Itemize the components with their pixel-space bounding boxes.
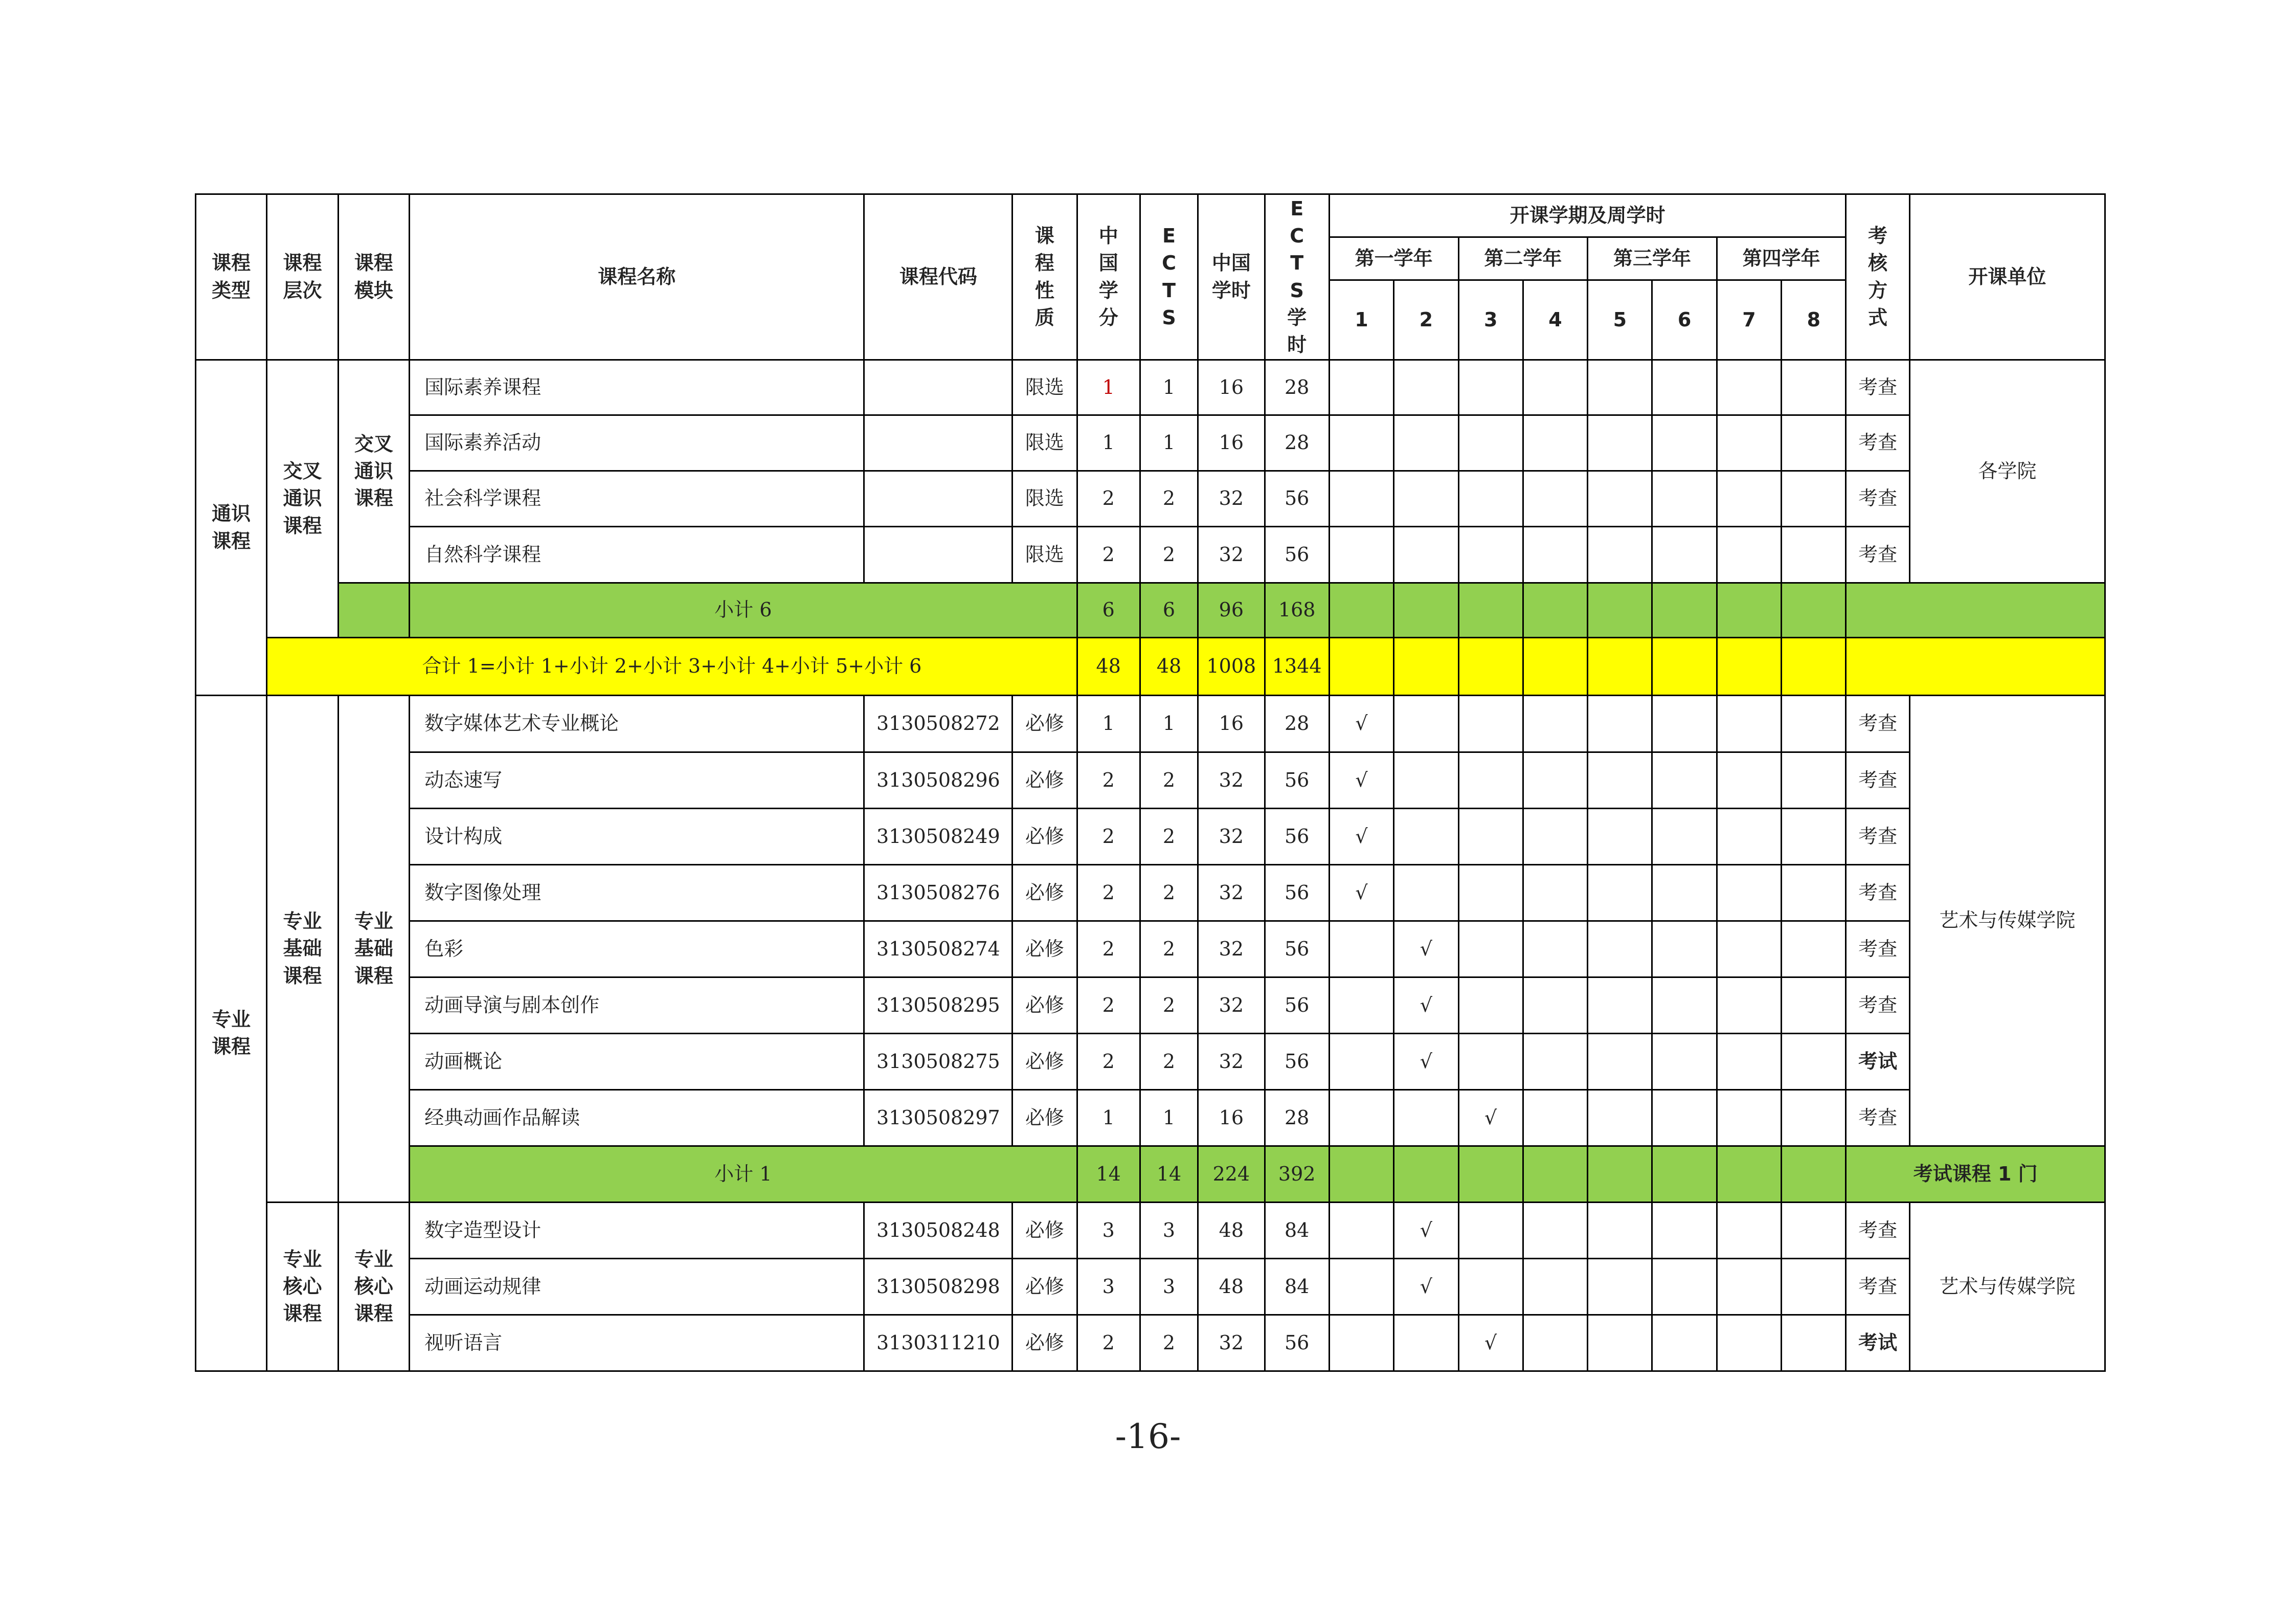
section-module-basic: 专业 基础 课程	[338, 696, 409, 1203]
course-name: 动画概论	[410, 1034, 864, 1090]
course-nature: 必修	[1012, 809, 1077, 865]
table-row	[196, 471, 2105, 527]
page-number: -16-	[1115, 1417, 1181, 1456]
course-ects: 2	[1140, 1034, 1198, 1090]
course-ects-hours: 56	[1265, 471, 1329, 527]
course-ects-hours: 28	[1265, 696, 1329, 752]
course-code: 3130311210	[864, 1315, 1012, 1371]
header-course-name: 课程名称	[410, 194, 864, 360]
semester-check: √	[1329, 865, 1393, 921]
course-hours: 32	[1198, 471, 1265, 527]
subtotal-hours: 224	[1198, 1146, 1265, 1203]
course-assessment: 考查	[1846, 527, 1909, 583]
header-department: 开课单位	[1909, 194, 2105, 360]
course-ects: 3	[1140, 1259, 1198, 1315]
course-name: 色彩	[410, 921, 864, 977]
department-core: 艺术与传媒学院	[1909, 1203, 2105, 1371]
header-semester-6: 6	[1652, 280, 1717, 360]
subtotal-hours: 96	[1198, 583, 1265, 638]
course-credit: 3	[1077, 1203, 1140, 1259]
table-row	[196, 1034, 2105, 1090]
table-row	[196, 415, 2105, 471]
header-semester-8: 8	[1782, 280, 1846, 360]
header-course-nature: 课 程 性 质	[1012, 194, 1077, 360]
course-ects: 1	[1140, 696, 1198, 752]
course-ects: 2	[1140, 1315, 1198, 1371]
course-ects: 3	[1140, 1203, 1198, 1259]
header-course-module: 课程 模块	[338, 194, 409, 360]
course-assessment: 考查	[1846, 696, 1909, 752]
subtotal-ects-hours: 168	[1265, 583, 1329, 638]
course-ects-hours: 56	[1265, 977, 1329, 1034]
section-module-core: 专业 核心 课程	[338, 1203, 409, 1371]
course-assessment: 考查	[1846, 809, 1909, 865]
header-year-4: 第四学年	[1717, 237, 1846, 280]
section-level-basic: 专业 基础 课程	[267, 696, 338, 1203]
course-nature: 必修	[1012, 921, 1077, 977]
course-nature: 必修	[1012, 977, 1077, 1034]
course-assessment: 考查	[1846, 921, 1909, 977]
table-row	[196, 360, 2105, 415]
course-hours: 32	[1198, 527, 1265, 583]
header-ects: E C T S	[1140, 194, 1198, 360]
course-ects-hours: 28	[1265, 360, 1329, 415]
course-nature: 必修	[1012, 696, 1077, 752]
course-credit: 1	[1077, 360, 1140, 415]
course-nature: 必修	[1012, 752, 1077, 809]
course-name: 国际素养活动	[410, 415, 864, 471]
course-hours: 32	[1198, 809, 1265, 865]
course-hours: 32	[1198, 977, 1265, 1034]
header-course-code: 课程代码	[864, 194, 1012, 360]
course-name: 社会科学课程	[410, 471, 864, 527]
table-row	[196, 752, 2105, 809]
header-year-1: 第一学年	[1329, 237, 1458, 280]
course-credit: 2	[1077, 471, 1140, 527]
course-ects-hours: 84	[1265, 1259, 1329, 1315]
course-credit: 1	[1077, 415, 1140, 471]
semester-check: √	[1458, 1090, 1523, 1146]
course-assessment: 考查	[1846, 360, 1909, 415]
semester-check: √	[1329, 696, 1393, 752]
course-code: 3130508248	[864, 1203, 1012, 1259]
exam-course-note: 考试课程 1 门	[1846, 1146, 2105, 1203]
course-ects-hours: 56	[1265, 527, 1329, 583]
course-nature: 限选	[1012, 527, 1077, 583]
course-hours: 32	[1198, 1034, 1265, 1090]
course-ects-hours: 56	[1265, 1034, 1329, 1090]
course-credit: 1	[1077, 696, 1140, 752]
course-name: 国际素养课程	[410, 360, 864, 415]
course-ects: 2	[1140, 527, 1198, 583]
table-row	[196, 977, 2105, 1034]
header-cn-credit: 中 国 学 分	[1077, 194, 1140, 360]
header-course-level: 课程 层次	[267, 194, 338, 360]
course-nature: 必修	[1012, 1090, 1077, 1146]
subtotal-row	[196, 583, 2105, 638]
course-hours: 16	[1198, 1090, 1265, 1146]
total-row	[196, 638, 2105, 696]
course-hours: 16	[1198, 415, 1265, 471]
subtotal-ects-hours: 392	[1265, 1146, 1329, 1203]
semester-check: √	[1394, 921, 1458, 977]
course-name: 动画导演与剧本创作	[410, 977, 864, 1034]
course-code: 3130508276	[864, 865, 1012, 921]
subtotal-credit: 6	[1077, 583, 1140, 638]
course-hours: 48	[1198, 1259, 1265, 1315]
course-ects: 2	[1140, 865, 1198, 921]
course-hours: 32	[1198, 1315, 1265, 1371]
subtotal-ects: 14	[1140, 1146, 1198, 1203]
table-row	[196, 809, 2105, 865]
course-ects-hours: 28	[1265, 415, 1329, 471]
subtotal-label: 小计 6	[410, 583, 1077, 638]
course-code: 3130508296	[864, 752, 1012, 809]
semester-check: √	[1394, 1203, 1458, 1259]
semester-check: √	[1329, 809, 1393, 865]
course-ects-hours: 56	[1265, 809, 1329, 865]
course-code: 3130508272	[864, 696, 1012, 752]
subtotal-label: 小计 1	[410, 1146, 1077, 1203]
course-assessment: 考查	[1846, 865, 1909, 921]
course-code	[864, 527, 1012, 583]
course-hours: 32	[1198, 921, 1265, 977]
course-ects: 1	[1140, 415, 1198, 471]
course-code: 3130508297	[864, 1090, 1012, 1146]
course-assessment: 考查	[1846, 1203, 1909, 1259]
course-ects: 1	[1140, 1090, 1198, 1146]
course-credit: 2	[1077, 921, 1140, 977]
course-ects: 1	[1140, 360, 1198, 415]
course-assessment: 考试	[1846, 1034, 1909, 1090]
table-row	[196, 921, 2105, 977]
course-credit: 2	[1077, 1315, 1140, 1371]
table-row	[196, 696, 2105, 752]
section-type-general: 通识 课程	[196, 360, 267, 696]
course-name: 自然科学课程	[410, 527, 864, 583]
total-ects-hours: 1344	[1265, 638, 1329, 696]
course-nature: 必修	[1012, 1203, 1077, 1259]
course-name: 动态速写	[410, 752, 864, 809]
course-ects-hours: 56	[1265, 752, 1329, 809]
course-name: 数字造型设计	[410, 1203, 864, 1259]
course-credit: 2	[1077, 752, 1140, 809]
course-credit: 2	[1077, 527, 1140, 583]
department-general: 各学院	[1909, 360, 2105, 583]
header-semester-3: 3	[1458, 280, 1523, 360]
table-row	[196, 1315, 2105, 1371]
course-nature: 限选	[1012, 415, 1077, 471]
course-code: 3130508249	[864, 809, 1012, 865]
course-hours: 16	[1198, 696, 1265, 752]
header-course-type: 课程 类型	[196, 194, 267, 360]
course-assessment: 考查	[1846, 752, 1909, 809]
subtotal-ects: 6	[1140, 583, 1198, 638]
course-assessment: 考试	[1846, 1315, 1909, 1371]
header-semester-group: 开课学期及周学时	[1329, 194, 1846, 237]
course-assessment: 考查	[1846, 977, 1909, 1034]
course-name: 视听语言	[410, 1315, 864, 1371]
course-name: 数字媒体艺术专业概论	[410, 696, 864, 752]
course-hours: 48	[1198, 1203, 1265, 1259]
course-ects: 2	[1140, 752, 1198, 809]
course-assessment: 考查	[1846, 1259, 1909, 1315]
semester-check: √	[1394, 1034, 1458, 1090]
table-row	[196, 527, 2105, 583]
course-code: 3130508295	[864, 977, 1012, 1034]
course-nature: 限选	[1012, 471, 1077, 527]
curriculum-table	[195, 193, 2106, 1372]
course-hours: 32	[1198, 752, 1265, 809]
table-row	[196, 1090, 2105, 1146]
course-ects: 2	[1140, 977, 1198, 1034]
course-ects: 2	[1140, 471, 1198, 527]
course-ects-hours: 84	[1265, 1203, 1329, 1259]
course-hours: 16	[1198, 360, 1265, 415]
course-name: 设计构成	[410, 809, 864, 865]
subtotal-credit: 14	[1077, 1146, 1140, 1203]
semester-check: √	[1394, 1259, 1458, 1315]
table-row	[196, 1203, 2105, 1259]
department-basic: 艺术与传媒学院	[1909, 696, 2105, 1146]
course-nature: 必修	[1012, 865, 1077, 921]
course-code	[864, 471, 1012, 527]
semester-check: √	[1329, 752, 1393, 809]
course-ects: 2	[1140, 809, 1198, 865]
header-row-1	[196, 194, 2105, 237]
header-year-3: 第三学年	[1588, 237, 1717, 280]
course-code: 3130508298	[864, 1259, 1012, 1315]
course-code	[864, 360, 1012, 415]
course-assessment: 考查	[1846, 415, 1909, 471]
course-nature: 必修	[1012, 1034, 1077, 1090]
section-type-major: 专业 课程	[196, 696, 267, 1371]
total-credit: 48	[1077, 638, 1140, 696]
course-code: 3130508275	[864, 1034, 1012, 1090]
header-semester-4: 4	[1523, 280, 1587, 360]
course-name: 数字图像处理	[410, 865, 864, 921]
total-hours: 1008	[1198, 638, 1265, 696]
course-assessment: 考查	[1846, 1090, 1909, 1146]
header-semester-5: 5	[1588, 280, 1652, 360]
course-credit: 2	[1077, 809, 1140, 865]
course-credit: 2	[1077, 1034, 1140, 1090]
semester-check: √	[1458, 1315, 1523, 1371]
header-assessment: 考 核 方 式	[1846, 194, 1909, 360]
course-ects: 2	[1140, 921, 1198, 977]
course-credit: 1	[1077, 1090, 1140, 1146]
course-code: 3130508274	[864, 921, 1012, 977]
course-ects-hours: 56	[1265, 921, 1329, 977]
course-credit: 2	[1077, 977, 1140, 1034]
course-code	[864, 415, 1012, 471]
course-name: 动画运动规律	[410, 1259, 864, 1315]
header-ects-hours: E C T S 学 时	[1265, 194, 1329, 360]
course-nature: 限选	[1012, 360, 1077, 415]
subtotal-row	[196, 1146, 2105, 1203]
table-row	[196, 865, 2105, 921]
section-module-general: 交叉 通识 课程	[338, 360, 409, 583]
course-nature: 必修	[1012, 1259, 1077, 1315]
course-assessment: 考查	[1846, 471, 1909, 527]
course-credit: 3	[1077, 1259, 1140, 1315]
course-nature: 必修	[1012, 1315, 1077, 1371]
course-name: 经典动画作品解读	[410, 1090, 864, 1146]
course-ects-hours: 56	[1265, 1315, 1329, 1371]
course-credit: 2	[1077, 865, 1140, 921]
total-label: 合计 1=小计 1+小计 2+小计 3+小计 4+小计 5+小计 6	[267, 638, 1077, 696]
header-cn-hours: 中国 学时	[1198, 194, 1265, 360]
semester-check: √	[1394, 977, 1458, 1034]
section-level-general: 交叉 通识 课程	[267, 360, 338, 638]
course-hours: 32	[1198, 865, 1265, 921]
header-year-2: 第二学年	[1458, 237, 1588, 280]
section-level-core: 专业 核心 课程	[267, 1203, 338, 1371]
header-semester-7: 7	[1717, 280, 1781, 360]
header-semester-1: 1	[1329, 280, 1393, 360]
course-ects-hours: 56	[1265, 865, 1329, 921]
header-semester-2: 2	[1394, 280, 1458, 360]
total-ects: 48	[1140, 638, 1198, 696]
table-row	[196, 1259, 2105, 1315]
course-ects-hours: 28	[1265, 1090, 1329, 1146]
